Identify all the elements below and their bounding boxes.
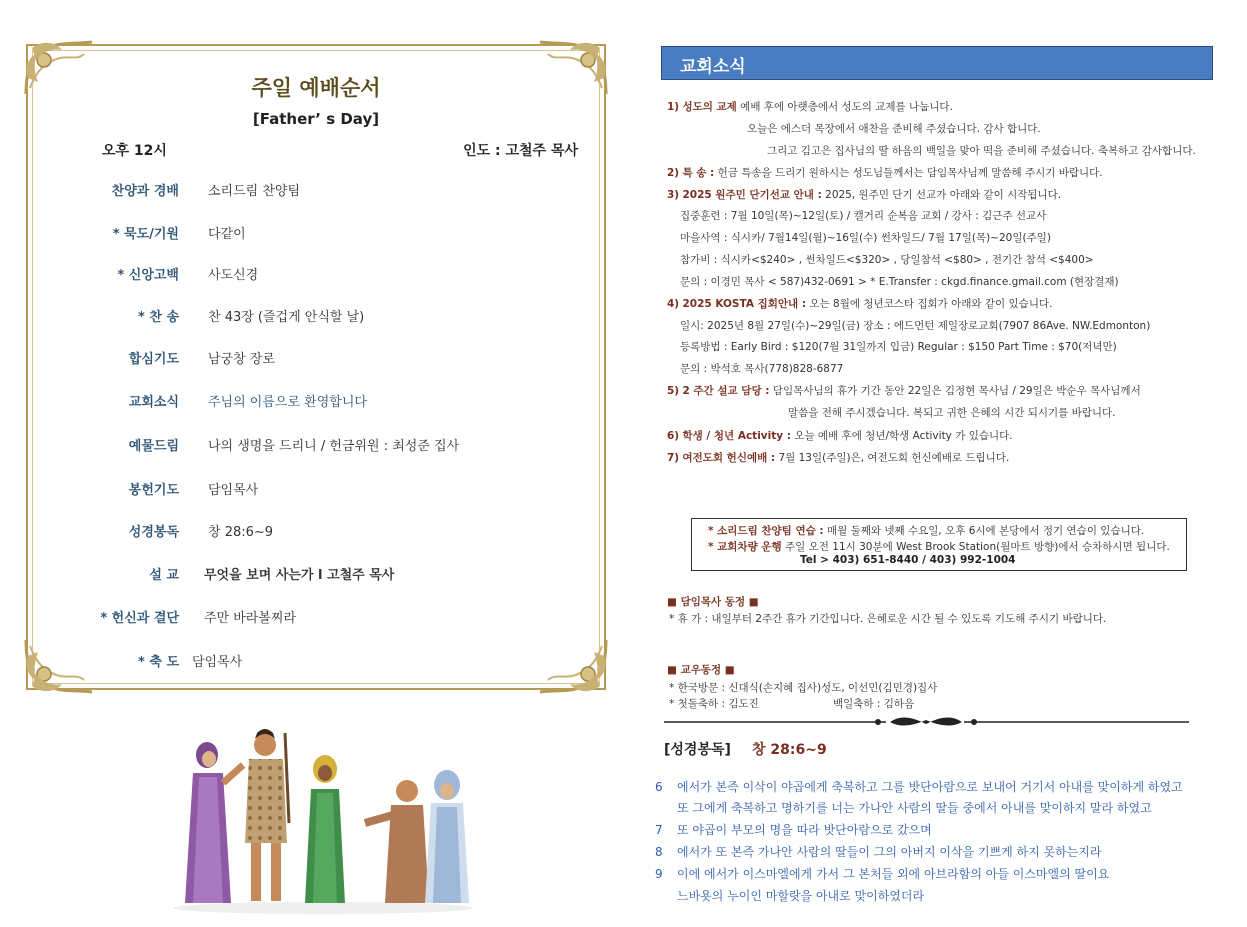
verse-line [677,887,924,904]
order-item [28,391,604,413]
news-item-text: 헌금 특송을 드리기 원하시는 성도님들께서는 담임목사님께 말씀해 주시기 바랍니다. [717,167,1103,179]
order-value: 다같이 [208,227,246,242]
news-number: 7) [667,452,680,464]
order-item [28,651,604,673]
verse-text: 느바욧의 누이인 마할랏을 아내로 맞이하였더라 [677,889,925,903]
order-item [28,521,604,543]
order-label: * 축 도 [138,655,179,670]
order-label: 합심기도 [128,352,179,367]
news-line: 그리고 김고은 집사님의 딸 하음의 백일을 맞아 떡을 준비해 주셨습니다. 축복하고 감사합니다. [767,145,1196,157]
notice-line [708,523,1144,538]
verse-line [677,799,1152,816]
order-value: 창 28:6~9 [208,525,274,540]
news-item-title: 2025 KOSTA 집회안내 : [682,298,807,310]
news-number: 4) [667,298,680,310]
news-line: 일시: 2025년 8월 27일(수)~29일(금) 장소 : 에드먼턴 제일장로교회(7907 86Ave. NW.Edmonton) [680,320,1151,332]
verse-line [655,821,932,838]
order-value: 나의 생명을 드리니 / 헌금위원 : 최성준 집사 [208,439,460,454]
news-number: 1) [667,101,680,113]
news-item-title: 성도의 교제 [682,101,737,113]
news-line: 등록방법 : Early Bird : $120(7월 31일까지 입금) Regular : $150 Part Time : $70(저녁만) [680,341,1117,353]
ornament-divider-icon [664,712,1189,732]
member-news-heading: ■ 교우동정 ■ [667,664,735,676]
news-item-text: 예배 후에 아랫층에서 성도의 교제를 나눕니다. [740,101,953,113]
order-item [28,264,604,286]
news-number: 2) [667,167,680,179]
verse-line [655,865,1109,882]
order-value: 담임목사 [208,483,259,498]
notice-text: 매월 둘째와 넷째 수요일, 오후 6시에 본당에서 정기 연습이 있습니다. [826,525,1145,537]
news-item [667,165,1103,180]
order-label: * 찬 송 [138,310,179,325]
member-news-line: * 한국방문 : 신대식(손지혜 집사)성도, 이선민(김민경)집사 [669,682,938,694]
news-item [667,187,1061,202]
verse-number: 6 [655,780,663,794]
news-item-text: 담임목사님의 휴가 기간 동안 22일은 김정현 목사님 / 29일은 박순우 목사님께서 [772,385,1141,397]
order-item [28,435,604,457]
verse-text: 또 야곱이 부모의 명을 따라 밧단아람으로 갔으며 [677,823,932,837]
order-label: 설 교 [149,568,179,583]
verse-number: 7 [655,823,663,837]
news-item [667,428,1013,443]
order-item [28,348,604,370]
order-item [28,564,604,586]
service-time: 오후 12시 [102,143,167,159]
order-label: 성경봉독 [128,525,179,540]
news-item [667,383,1141,398]
news-item-text: 오는 8월에 청년코스타 집회가 아래와 같이 있습니다. [809,298,1053,310]
news-line: 오늘은 에스더 목장에서 애찬을 준비해 주셨습니다. 감사 합니다. [747,123,1041,135]
news-item-title: 학생 / 청년 Activity : [682,430,791,442]
news-line: 문의 : 이경민 목사 < 587)432-0691 > * E.Transfer : ckgd.finance.gmail.com (현장결재) [680,276,1119,288]
order-item [28,479,604,501]
order-item [28,223,604,245]
news-item [667,99,953,114]
verse-number: 9 [655,867,663,881]
news-item-title: 특 송 : [682,167,715,179]
order-value: 소리드림 찬양팀 [208,184,301,199]
news-item-text: 오늘 예배 후에 청년/학생 Activity 가 있습니다. [794,430,1013,442]
notice-title: * 교회차량 운행 [708,541,782,553]
notice-title: * 소리드림 찬양팀 연습 : [708,525,824,537]
news-item-title: 2 주간 설교 담당 : [682,385,770,397]
reading-reference: 창 28:6~9 [752,742,827,758]
verse-text: 또 그에게 축복하고 명하기를 너는 가나안 사람의 딸들 중에서 아내를 맞이하지 말라 하였고 [677,801,1152,815]
notice-phone: Tel > 403) 651-8440 / 403) 992-1004 [800,554,1016,566]
news-number: 6) [667,430,680,442]
notice-line [708,539,1170,554]
service-subtitle: [Father’ s Day] [252,110,380,128]
pastor-news-heading: ■ 담임목사 동정 ■ [667,596,759,608]
verse-text: 이에 에서가 이스마엘에게 가서 그 본처들 외에 아브라함의 아들 이스마엘의 딸이요 [677,867,1110,881]
news-number: 3) [667,189,680,201]
service-title: 주일 예배순서 [251,76,381,100]
verse-number: 8 [655,845,663,859]
news-item-title: 여전도회 헌신예배 : [682,452,776,464]
news-item [667,296,1052,311]
order-label: * 묵도/기원 [112,227,179,242]
member-news-line: 백일축하 : 김하음 [833,698,915,710]
order-item [28,306,604,328]
news-number: 5) [667,385,680,397]
news-line: 문의 : 박석호 목사(778)828-6877 [680,363,844,375]
order-label: 예물드림 [128,439,179,454]
reading-title: [성경봉독] [664,742,731,758]
news-line: 참가비 : 식시카<$240> , 썬차일드<$320> , 당일참석 <$80> , 전기간 참석 <$400> [680,254,1094,266]
verse-text: 에서가 또 본즉 가나안 사람의 딸들이 그의 아버지 이삭을 기쁘게 하지 못하는지라 [677,845,1102,859]
notice-text: 주일 오전 11시 30분에 West Brook Station(월마트 방향)에서 승차하시면 됩니다. [785,541,1170,553]
order-value: 찬 43장 (즐겁게 안식할 날) [208,310,365,325]
order-value: 무엇을 보며 사는가 l 고철주 목사 [204,568,395,583]
order-label: 봉헌기도 [128,483,179,498]
member-news-line: * 첫돌축하 : 김도진 [669,698,759,710]
order-label: * 헌신과 결단 [100,611,179,626]
service-leader: 인도 : 고철주 목사 [463,143,578,159]
news-line: 마을사역 : 식시카/ 7월14일(월)~16일(수) 썬차일드/ 7월 17일(목)~20일(주일) [680,232,1051,244]
pastor-news-line: * 휴 가 : 내일부터 2주간 휴가 기간입니다. 은혜로운 시간 될 수 있도록 기도해 주시기 바랍니다. [669,613,1107,625]
news-item-text: 2025, 원주민 단기 선교가 아래와 같이 시작됩니다. [825,189,1062,201]
news-item [667,450,1009,465]
order-label: * 신앙고백 [117,268,179,283]
order-label: 찬양과 경배 [111,184,179,199]
news-header [661,46,1213,80]
order-value: 주님의 이름으로 환영합니다 [208,395,367,410]
worship-order-frame [26,44,606,690]
verse-text: 에서가 본즉 이삭이 야곱에게 축복하고 그를 밧단아람으로 보내어 거기서 아내를 맞이하게 하였고 [677,780,1183,794]
verse-line [655,778,1183,795]
bible-illustration [165,703,481,915]
order-value: 남궁창 장로 [208,352,275,367]
news-item-text: 7월 13일(주일)은, 여전도회 헌신예배로 드립니다. [778,452,1010,464]
order-value: 사도신경 [208,268,259,283]
news-line: 집중훈련 : 7월 10일(목)~12일(토) / 캘거리 순복음 교회 / 강사 : 김근주 선교사 [680,210,1047,222]
news-item-title: 2025 원주민 단기선교 안내 : [682,189,822,201]
order-value: 주만 바라볼찌라 [204,611,297,626]
verse-line [655,843,1102,860]
order-item [28,607,604,629]
order-label: 교회소식 [128,395,179,410]
order-item [28,180,604,202]
news-line: 말씀을 전해 주시겠습니다. 복되고 귀한 은혜의 시간 되시기를 바랍니다. [788,407,1116,419]
notice-box [691,518,1187,571]
news-header-title: 교회소식 [680,57,746,77]
order-value: 담임목사 [192,655,243,670]
